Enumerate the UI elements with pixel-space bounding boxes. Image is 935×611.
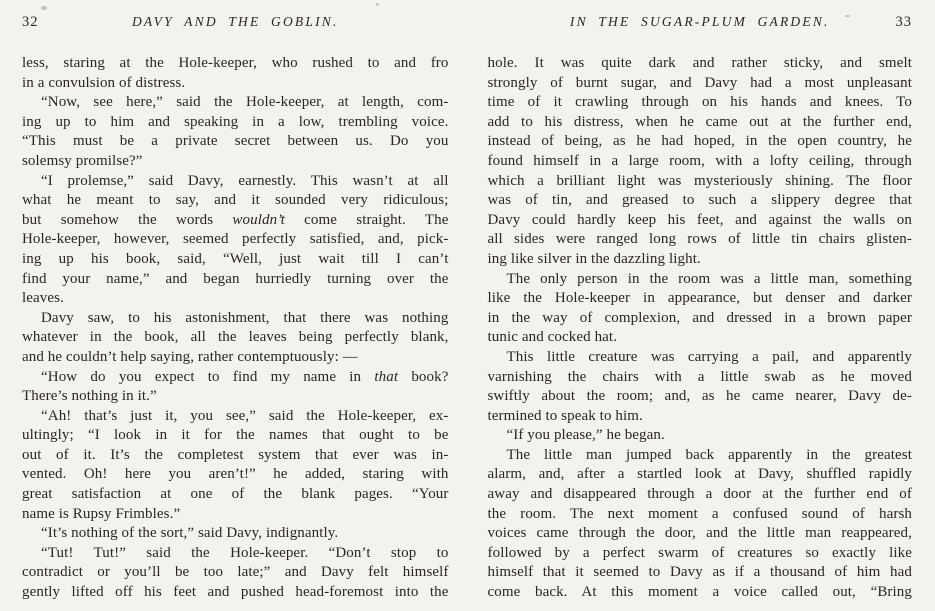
- text-line: come back. At this moment a voice called out, “Bring: [487, 584, 912, 601]
- text-line: in the way of complexion, and dressed in a brown paper: [487, 309, 912, 326]
- text-line: Davy saw, to his astonishment, that there was nothing: [41, 309, 449, 326]
- text-line: was of tin, and greased to such a slippery degree that: [487, 192, 912, 209]
- text-line: termined to speak to him.: [487, 407, 643, 424]
- page-number: 32: [22, 14, 39, 30]
- text-line: himself that it seemed to Davy as if a thousand of him had: [487, 564, 912, 581]
- text-line: less, staring at the Hole-keeper, who rushed to and fro: [22, 55, 449, 71]
- text-line: the room. The next moment a confused sound of harsh: [487, 505, 912, 522]
- text-line: “How do you expect to find my name in that book?: [41, 368, 449, 385]
- text-line: time of it crawling through on his hands and knees. To: [487, 94, 912, 111]
- text-line: Davy could hardly keep his feet, and against the walls on: [487, 211, 912, 228]
- text-line: “If you please,” he began.: [506, 427, 665, 444]
- text-line: strongly of burnt sugar, and Davy had a most unpleasant: [487, 74, 912, 91]
- text-line: followed by a perfect swarm of creatures so exactly like: [487, 544, 912, 561]
- italic-text: that: [374, 368, 399, 385]
- text-line: “It’s nothing of the sort,” said Davy, indignantly.: [41, 525, 339, 542]
- page-body: [22, 54, 449, 603]
- text-line: This little creature was carrying a pail, and apparently: [506, 348, 912, 365]
- running-head: DAVY AND THE GOBLIN.: [131, 14, 339, 29]
- text-line: solemsy promilse?”: [22, 152, 143, 169]
- text-line: “Ah! that’s just it, you see,” said the Hole-keeper, ex-: [41, 407, 449, 424]
- italic-text: wouldn’t: [232, 211, 285, 228]
- text-line: gently lifted off his feet and pushed head-foremost into the: [22, 584, 449, 601]
- text-line: find your name,” and began hurriedly turning over the: [22, 270, 449, 287]
- text-line: “This must be a private secret between us. Do you: [22, 133, 449, 150]
- text-line: alarm, and, after a startled look at Davy, shuffled rapidly: [487, 466, 912, 483]
- text-line: found himself in a large room, with a lofty ceiling, through: [487, 152, 912, 169]
- scan-artifact: [376, 3, 379, 6]
- text-line: out of it. It’s the completest system that ever was in-: [22, 446, 449, 463]
- text-line: tunic and cocked hat.: [487, 329, 618, 346]
- text-line: ultingly; “I look in it for the names that ought to be: [22, 427, 449, 444]
- text-line: “Now, see here,” said the Hole-keeper, at length, com-: [41, 94, 449, 111]
- text-line: away and disappeared through a door at the further end of: [487, 486, 912, 503]
- right-page: [468, 0, 935, 611]
- text-line: swiftly about the room; and, as he came nearer, Davy de-: [487, 388, 912, 405]
- text-line: whatever in the book, all the leaves being perfectly blank,: [22, 329, 449, 346]
- scan-artifact: [845, 15, 850, 17]
- text-line: ing up to him and speaking in a low, trembling voice.: [22, 113, 449, 130]
- text-line: all sides were ranged long rows of little tin chairs glisten-: [487, 231, 912, 248]
- text-line: which a brilliant light was mysteriously shining. The floor: [487, 172, 912, 189]
- text-line: The little man jumped back apparently in the greatest: [506, 446, 912, 463]
- text-line: “I prolemse,” said Davy, earnestly. This wasn’t at all: [41, 172, 449, 189]
- text-line: but somehow the words wouldn’t come straight. The: [22, 211, 449, 228]
- text-line: like the Hole-keeper in appearance, but denser and darker: [487, 290, 912, 307]
- text-line: voices came through the door, and the little man reappeared,: [487, 525, 912, 542]
- text-line: name is Rupsy Frimbles.”: [22, 505, 181, 522]
- page-number: 33: [895, 14, 912, 30]
- text-line: leaves.: [22, 290, 64, 307]
- text-line: ing like silver in the dazzling light.: [487, 250, 701, 267]
- scan-artifact: [41, 6, 47, 10]
- text-line: There’s nothing in it.”: [22, 388, 157, 405]
- page-body: [488, 54, 913, 603]
- text-line: “Tut! Tut!” said the Hole-keeper. “Don’t stop to: [41, 544, 449, 561]
- text-line: varnishing the chairs with a little swab as he moved: [487, 368, 912, 385]
- text-line: in a convulsion of distress.: [22, 74, 186, 91]
- text-line: The only person in the room was a little man, something: [506, 270, 912, 287]
- text-line: Hole-keeper, however, seemed perfectly satisfied, and, pick-: [22, 231, 449, 248]
- running-head: IN THE SUGAR-PLUM GARDEN.: [569, 14, 830, 29]
- running-head-row: [22, 14, 449, 31]
- text-line: and he couldn’t help saying, rather contemptuously: —: [22, 348, 358, 365]
- text-line: ing up his book, said, “Well, just wait till I can’t: [22, 250, 449, 267]
- text-line: hole. It was quite dark and rather sticky, and smelt: [487, 55, 912, 71]
- text-line: what he meant to say, and it sounded very ridiculous;: [22, 192, 449, 209]
- text-line: instead of being, as he had hoped, in the open country, he: [487, 133, 912, 150]
- text-line: contradict or you’ll be too late;” and Davy felt himself: [22, 564, 449, 581]
- text-line: great satisfaction at one of the blank pages. “Your: [22, 486, 449, 503]
- text-line: vented. Oh! here you aren’t!” he added, staring with: [22, 466, 449, 483]
- text-line: add to his distress, when he came out at the further end,: [487, 113, 912, 130]
